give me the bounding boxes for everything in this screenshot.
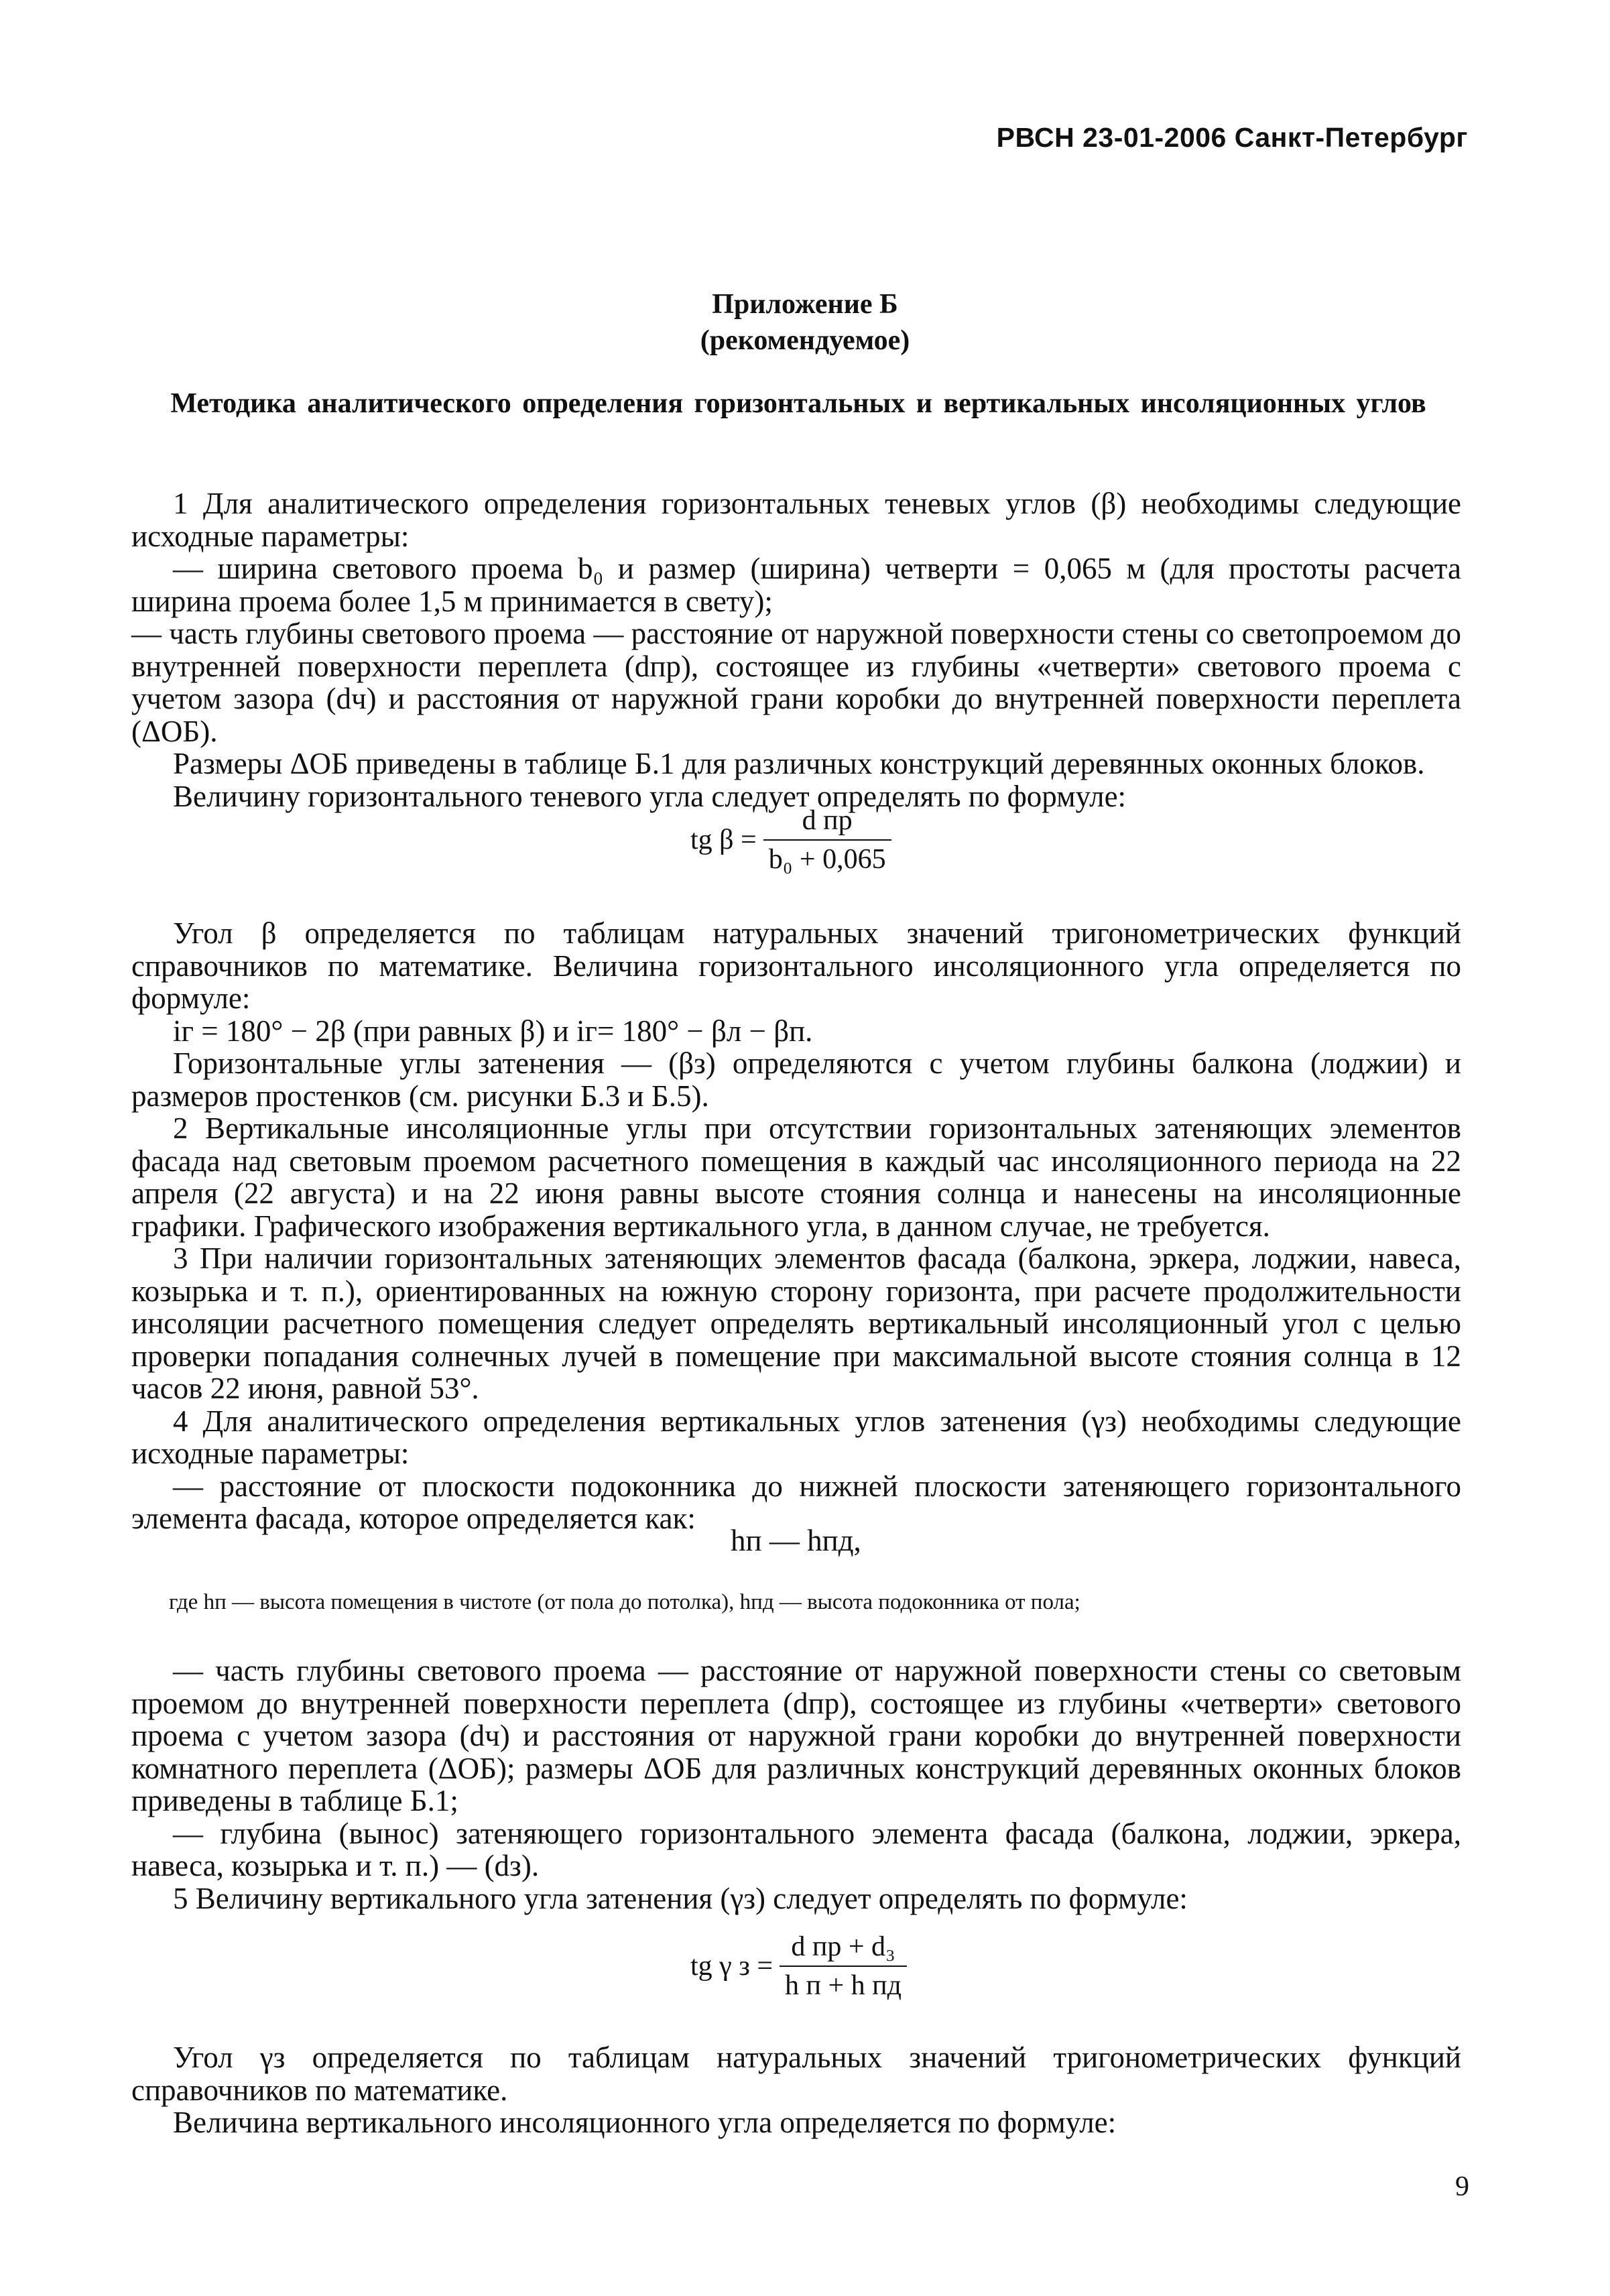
formula-note: где hп — высота помещения в чистоте (от пола до потолка), hпд — высота подоконника от пола; [169, 1590, 1080, 1614]
paragraph: 2 Вертикальные инсоляционные углы при отсутствии горизонтальных затеняющих элементов фасада над световым проемом расчетного помещения в каждый час инсоляционного периода на 22 апреля (22 августа) и на 22 июня равны высоте стояния солнца и нанесены на инсоляционные графики. Графического изображения вертикального угла, в данном случае, не требуется. [131, 1111, 1461, 1243]
paragraph: — ширина светового проема b₀ и размер (ширина) четверти = 0,065 м (для простоты расчета ширина проема более 1,5 м принимается в свету); [131, 552, 1461, 618]
section-1b-text [131, 917, 1461, 1535]
formula-tg-gamma [690, 1931, 907, 2002]
formula-lhs: tg β = [690, 825, 757, 855]
paragraph: 3 При наличии горизонтальных затеняющих элементов фасада (балкона, эркера, лоджии, навеса, козырька и т. п.), ориентированных на южную сторону горизонта, при расчете продолжительности инсоляции расчетного помещения следует определять вертикальный инсоляционный угол с целью проверки попадания солнечных лучей в помещение при максимальной высоте стояния солнца в 12 часов 22 июня, равной 53°. [131, 1242, 1461, 1405]
fraction [763, 804, 891, 875]
appendix-subtitle: (рекомендуемое) [700, 325, 910, 356]
paragraph: Угол β определяется по таблицам натуральных значений тригонометрических функций справочников по математике. Величина горизонтального инсоляционного угла определяется по формуле: [131, 916, 1461, 1015]
page-number: 9 [1455, 2171, 1469, 2202]
formula-lhs: tg γ з = [690, 1951, 773, 1982]
paragraph: Величину горизонтального теневого угла следует определять по формуле: [173, 779, 1127, 813]
paragraph: 4 Для аналитического определения вертикальных углов затенения (γз) необходимы следующие исходные параметры: [131, 1404, 1461, 1470]
paragraph: — часть глубины светового проема — расстояние от наружной поверхности стены со световым проемом до внутренней поверхности переплета (dпр), состоящее из глубины «четверти» светового проема с учетом зазора (dч) и расстояния от наружной грани коробки до внутренней поверхности комнатного переплета (ΔОБ); размеры ΔОБ для различных конструкций деревянных оконных блоков приведены в таблице Б.1; [131, 1654, 1461, 1817]
formula-tg-beta [690, 804, 891, 875]
paragraph: Угол γз определяется по таблицам натуральных значений тригонометрических функций справочников по математике. [131, 2041, 1461, 2107]
paragraph: — расстояние от плоскости подоконника до нижней плоскости затеняющего горизонтального элемента фасада, которое определяется как: [131, 1469, 1461, 1535]
paragraph: — глубина (вынос) затеняющего горизонтального элемента фасада (балкона, лоджии, эркера, навеса, козырька и т. п.) — (dз). [131, 1816, 1461, 1882]
fraction-numerator: d пр [802, 805, 853, 836]
section-1-text [131, 487, 1461, 812]
fraction-numerator: d пр + d₃ [791, 1931, 895, 1962]
paragraph: — часть глубины светового проема — расстояние от наружной поверхности стены со светопроемом до внутренней поверхности переплета (dпр), состоящее из глубины «четверти» светового проема с учетом зазора (dч) и расстояния от наружной грани коробки до внутренней поверхности переплета (ΔОБ). [131, 617, 1461, 748]
paragraph: Величина вертикального инсоляционного угла определяется по формуле: [173, 2106, 1117, 2139]
paragraph: 1 Для аналитического определения горизонтальных теневых углов (β) необходимы следующие исходные параметры: [131, 487, 1461, 553]
section-2-text [131, 1654, 1461, 1915]
paragraph: Размеры ΔОБ приведены в таблице Б.1 для различных конструкций деревянных оконных блоков. [173, 747, 1425, 780]
section-3-text [131, 2041, 1461, 2139]
running-header: РВСН 23-01-2006 Санкт-Петербург [996, 122, 1468, 153]
fraction-denominator: b₀ + 0,065 [763, 839, 891, 875]
paragraph: Горизонтальные углы затенения — (βз) определяются с учетом глубины балкона (лоджии) и размеров простенков (см. рисунки Б.3 и Б.5). [131, 1046, 1461, 1113]
paragraph: iг = 180° − 2β (при равных β) и iг= 180° − βл − βп. [173, 1014, 813, 1048]
paragraph: 5 Величину вертикального угла затенения (γз) следует определять по формуле: [173, 1881, 1188, 1915]
fraction [780, 1931, 907, 2002]
formula-hp-hpd: hп — hпд, [731, 1524, 861, 1557]
method-title: Методика аналитического определения горизонтальных и вертикальных инсоляционных углов [170, 388, 1426, 419]
fraction-denominator: h п + h пд [780, 1966, 907, 2002]
appendix-title: Приложение Б [712, 289, 898, 320]
